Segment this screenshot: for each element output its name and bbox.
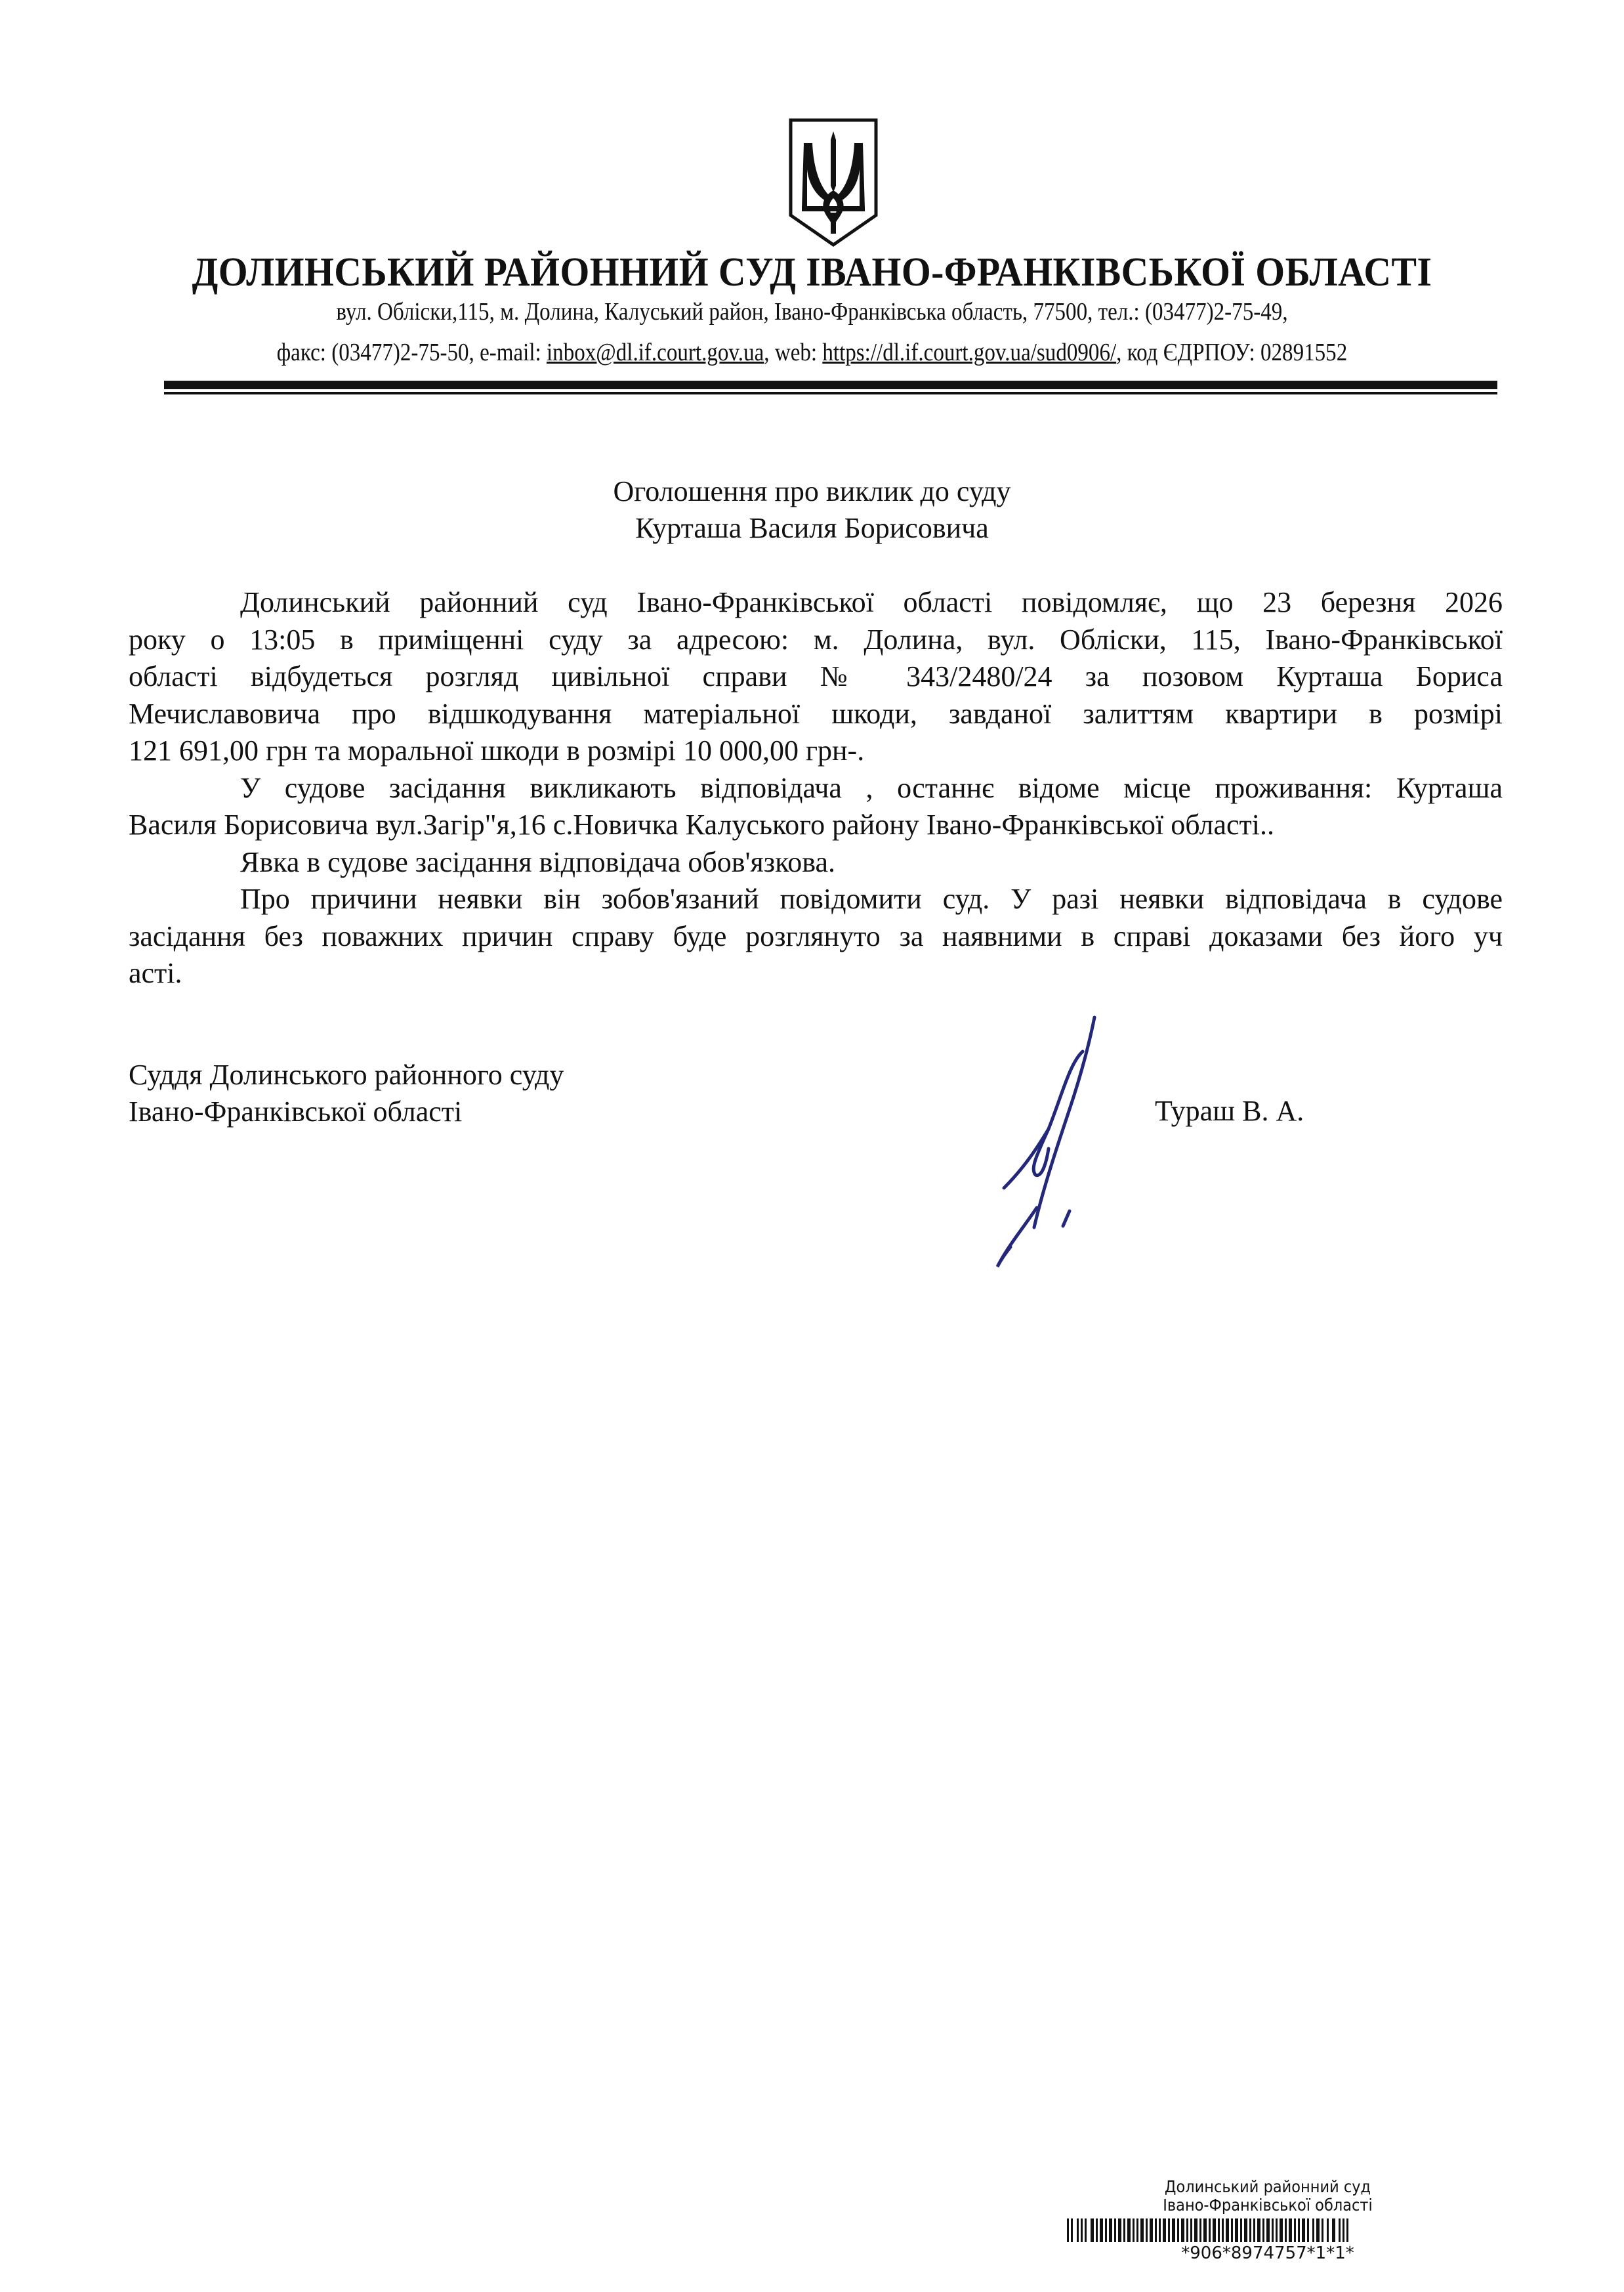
header-divider-thick bbox=[164, 381, 1497, 389]
text-line: області відбудеться розгляд цивільної справи № 343/2480/24 за позовом Курташа Бориса bbox=[129, 660, 1503, 692]
barcode-icon bbox=[1067, 2218, 1349, 2242]
text-line: Явка в судове засідання відповідача обов'язкова. bbox=[240, 845, 835, 878]
fax-text: факс: (03477)2-75-50, e-mail: bbox=[276, 339, 547, 366]
court-address: вул. Обліски,115, м. Долина, Калуський район, Івано-Франківська область, 77500, тел.: (03477)2-75-49, bbox=[336, 298, 1288, 326]
judge-position bbox=[129, 1057, 564, 1130]
notice-addressee: Курташа Василя Борисовича bbox=[635, 512, 989, 544]
coat-of-arms-icon bbox=[787, 117, 879, 248]
text-line: Про причини неявки він зобов'язаний повідомити суд. У разі неявки відповідача в судове bbox=[240, 883, 1503, 915]
email-link[interactable]: inbox@dl.if.court.gov.ua bbox=[546, 339, 764, 366]
text-line: засідання без поважних причин справу буде розглянуто за наявними в справі доказами без його уч bbox=[129, 920, 1503, 952]
court-name-heading: ДОЛИНСЬКИЙ РАЙОННИЙ СУД ІВАНО-ФРАНКІВСЬКОЇ ОБЛАСТІ bbox=[192, 250, 1432, 295]
court-contacts bbox=[106, 338, 1518, 367]
paragraph-attendance-mandatory bbox=[129, 844, 1503, 881]
paragraph-hearing-info bbox=[129, 584, 1503, 770]
notice-title: Оголошення про виклик до суду bbox=[613, 475, 1011, 507]
text-line: Долинський районний суд Івано-Франківської області повідомляє, що 23 березня 2026 bbox=[240, 586, 1503, 618]
text-line: асті. bbox=[129, 957, 182, 989]
text-line: року о 13:05 в приміщенні суду за адресою: м. Долина, вул. Обліски, 115, Івано-Франківської bbox=[129, 623, 1503, 656]
handwritten-signature-icon bbox=[971, 991, 1142, 1273]
judge-position-line1: Суддя Долинського районного суду bbox=[129, 1059, 564, 1091]
stamp-court-name: Долинський районний суд bbox=[1164, 2177, 1371, 2196]
stamp-region: Івано-Франківської області bbox=[1163, 2196, 1373, 2215]
header-divider-thin bbox=[164, 392, 1497, 394]
paragraph-defendant-address bbox=[129, 770, 1503, 844]
registry-stamp bbox=[1058, 2178, 1602, 2270]
judge-position-line2: Івано-Франківської області bbox=[129, 1095, 463, 1128]
paragraph-absence-consequences bbox=[129, 881, 1503, 992]
web-label: , web: bbox=[764, 339, 823, 366]
judge-name: Тураш В. А. bbox=[1155, 1095, 1304, 1127]
text-line: 121 691,00 грн та моральної шкоди в розмірі 10 000,00 грн-. bbox=[129, 734, 865, 767]
website-link[interactable]: https://dl.if.court.gov.ua/sud0906/ bbox=[822, 339, 1117, 366]
barcode-number: *906*8974757*1*1* bbox=[1181, 2243, 1354, 2263]
text-line: Василя Борисовича вул.Загір"я,16 с.Новичка Калуського району Івано-Франківської області.. bbox=[129, 809, 1275, 841]
text-line: Мечиславовича про відшкодування матеріальної шкоди, завданої залиттям квартири в розмірі bbox=[129, 697, 1503, 730]
notice-body bbox=[129, 584, 1503, 992]
text-line: У судове засідання викликають відповідача , останнє відоме місце проживання: Курташа bbox=[240, 771, 1503, 804]
edrpou-code: , код ЄДРПОУ: 02891552 bbox=[1116, 339, 1348, 366]
